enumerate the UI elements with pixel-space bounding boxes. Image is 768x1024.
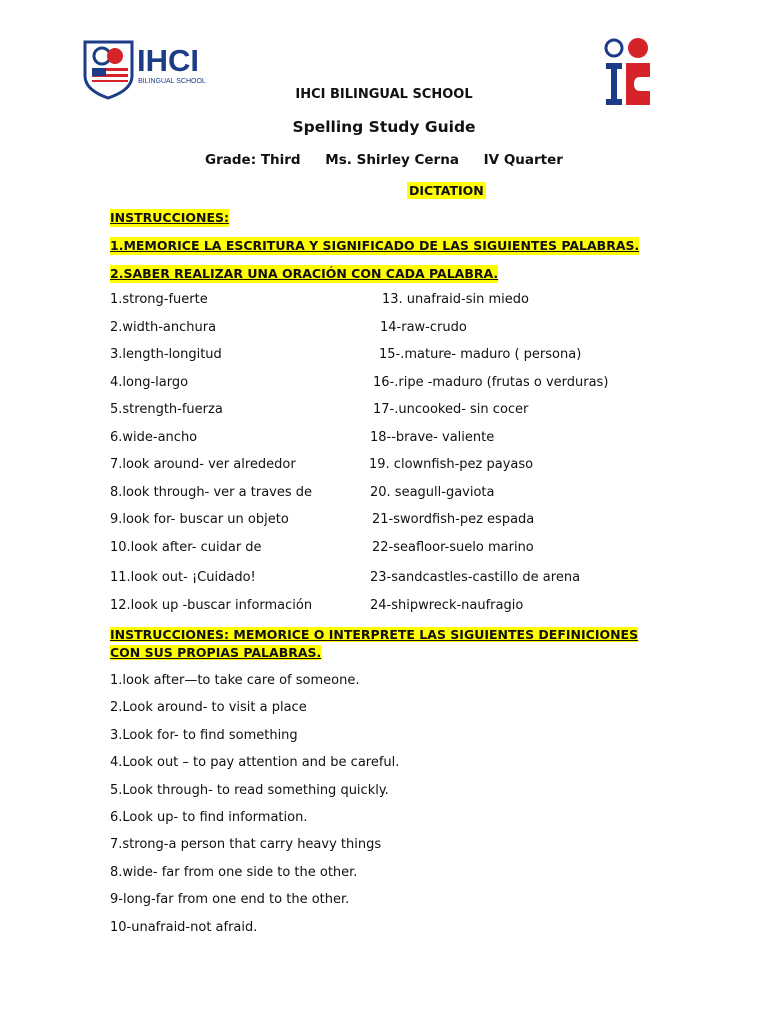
word-left-11: 11.look out- ¡Cuidado!: [110, 570, 256, 585]
word-right-15: 15-.mature- maduro ( persona): [379, 347, 582, 362]
word-left-1: 1.strong-fuerte: [110, 292, 208, 307]
definition-3: 3.Look for- to find something: [110, 727, 298, 743]
instruction-step-2: 2.SABER REALIZAR UNA ORACIÓN CON CADA PALABRA.: [110, 266, 499, 281]
definitions-heading-text: INSTRUCCIONES: MEMORICE O INTERPRETE LAS SIGUIENTES DEFINICIONES CON SUS PROPIAS PALABRAS.: [110, 627, 639, 660]
definition-8: 8.wide- far from one side to the other.: [110, 864, 358, 880]
word-left-3: 3.length-longitud: [110, 347, 222, 362]
quarter-label: IV Quarter: [483, 152, 563, 168]
definition-2: 2.Look around- to visit a place: [110, 700, 307, 716]
definition-9: 9-long-far from one end to the other.: [110, 892, 350, 908]
word-left-2: 2.width-anchura: [110, 319, 217, 335]
word-right-20: 20. seagull-gaviota: [370, 484, 495, 500]
page-title: Spelling Study Guide: [292, 118, 476, 136]
word-right-22: 22-seafloor-suelo marino: [372, 540, 534, 555]
word-left-8: 8.look through- ver a traves de: [110, 484, 313, 500]
section-label: DICTATION: [409, 183, 484, 198]
definition-10: 10-unafraid-not afraid.: [110, 919, 258, 935]
word-right-18: 18--brave- valiente: [370, 429, 495, 445]
word-right-23: 23-sandcastles-castillo de arena: [370, 570, 581, 585]
definition-4: 4.Look out – to pay attention and be careful.: [110, 755, 400, 771]
word-right-21: 21-swordfish-pez espada: [372, 512, 535, 527]
word-right-16: 16-.ripe -maduro (frutas o verduras): [373, 374, 609, 390]
word-right-13: 13. unafraid-sin miedo: [382, 292, 529, 307]
word-right-14: 14-raw-crudo: [380, 319, 467, 335]
definition-6: 6.Look up- to find information.: [110, 809, 308, 825]
definition-1: 1.look after—to take care of someone.: [110, 673, 360, 688]
word-right-19: 19. clownfish-pez payaso: [369, 457, 534, 472]
logo-subtext: BILINGUAL SCHOOL: [138, 78, 206, 85]
logo-text: IHCI: [137, 43, 199, 78]
word-right-24: 24-shipwreck-naufragio: [370, 598, 524, 613]
instructions-heading: INSTRUCCIONES:: [110, 210, 230, 225]
word-left-9: 9.look for- buscar un objeto: [110, 512, 289, 527]
word-left-5: 5.strength-fuerza: [110, 402, 223, 417]
definitions-list: [110, 672, 399, 946]
definition-7: 7.strong-a person that carry heavy things: [110, 837, 382, 853]
word-left-6: 6.wide-ancho: [110, 429, 198, 445]
definitions-heading: [110, 626, 650, 662]
grade-line: [0, 152, 768, 168]
word-left-12: 12.look up -buscar información: [110, 598, 313, 613]
school-name: IHCI BILINGUAL SCHOOL: [295, 87, 473, 102]
word-right-17: 17-.uncooked- sin cocer: [373, 402, 529, 417]
word-left-10: 10.look after- cuidar de: [110, 540, 262, 555]
teacher-name: Ms. Shirley Cerna: [325, 152, 459, 168]
grade-label: Grade: Third: [205, 152, 301, 168]
word-left-4: 4.long-largo: [110, 374, 189, 390]
instruction-step-1: 1.MEMORICE LA ESCRITURA Y SIGNIFICADO DE LAS SIGUIENTES PALABRAS.: [110, 238, 640, 253]
word-left-7: 7.look around- ver alrededor: [110, 457, 296, 472]
definition-5: 5.Look through- to read something quickly.: [110, 782, 389, 798]
